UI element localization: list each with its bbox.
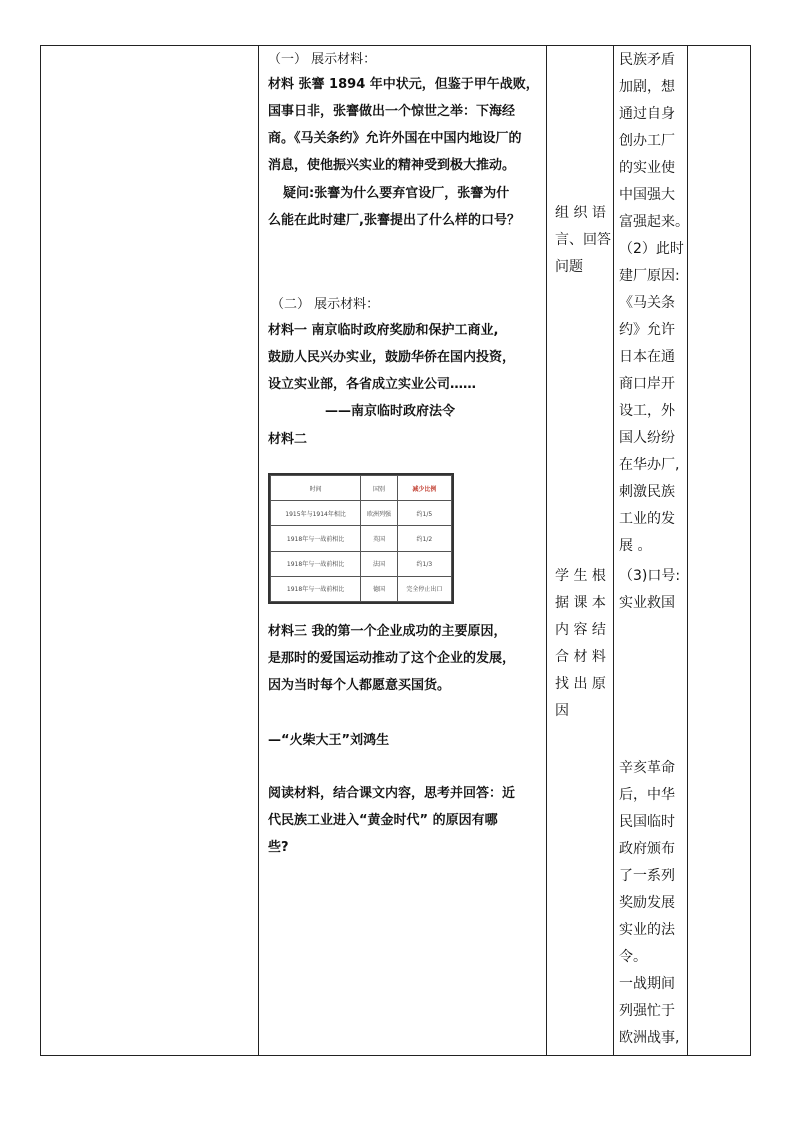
result-line: 实业救国: [619, 595, 675, 611]
result-line: 富强起来。: [619, 214, 689, 230]
activity-line: 问题: [555, 259, 583, 275]
question-line: 疑问:张謇为什么要弃官设厂，张謇为什: [283, 186, 510, 201]
result-line: 的实业使: [619, 160, 675, 176]
task-line: 代民族工业进入“黄金时代” 的原因有哪: [268, 813, 498, 828]
result-line: 实业的法: [619, 922, 675, 938]
result-line: （3)口号:: [619, 568, 681, 584]
table-cell: 欧洲列强: [361, 501, 398, 526]
table-cell: 1915年与1914年相比: [271, 501, 361, 526]
task-line: 些?: [268, 840, 289, 855]
result-line: 中国强大: [619, 187, 675, 203]
result-line: 令。: [619, 949, 647, 965]
material-1-line: 材料一 南京临时政府奖励和保护工商业,: [268, 323, 499, 338]
activity-line: 找 出 原: [555, 676, 606, 692]
material-line: 国事日非，张謇做出一个惊世之举：下海经: [268, 104, 516, 119]
table-cell: 约1/5: [397, 501, 451, 526]
table-cell: 约1/3: [397, 551, 451, 576]
result-line: 工业的发: [619, 511, 675, 527]
material-2-table: [268, 473, 454, 604]
result-line: 奖励发展: [619, 895, 675, 911]
material-1-source: ——南京临时政府法令: [325, 404, 456, 419]
question-line: 么能在此时建厂,张謇提出了什么样的口号？: [268, 213, 520, 228]
material-3-source: —“火柴大王”刘鸿生: [268, 733, 390, 748]
column-divider: [613, 45, 614, 1056]
activity-line: 组 织 语: [555, 205, 606, 221]
table-header: 减少比例: [397, 476, 451, 501]
material-3-line: 因为当时每个人都愿意买国货。: [268, 678, 451, 693]
result-line: 商口岸开: [619, 376, 675, 392]
result-line: 后，中华: [619, 787, 675, 803]
result-line: 一战期间: [619, 976, 675, 992]
result-line: 通过自身: [619, 106, 675, 122]
result-line: 刺激民族: [619, 484, 675, 500]
material-line: 消息，使他振兴实业的精神受到极大推动。: [268, 158, 516, 173]
result-line: 《马关条: [619, 295, 675, 311]
material-3-line: 材料三 我的第一个企业成功的主要原因，: [268, 624, 507, 639]
activity-line: 内 容 结: [555, 622, 606, 638]
table-header: 时间: [271, 476, 361, 501]
result-line: 民族矛盾: [619, 52, 675, 68]
activity-line: 合 材 料: [555, 649, 606, 665]
material-1-line: 鼓励人民兴办实业，鼓励华侨在国内投资，: [268, 350, 516, 365]
section-2-heading: （二） 展示材料：: [271, 297, 380, 312]
activity-line: 因: [555, 703, 569, 719]
result-line: （2）此时: [619, 241, 684, 257]
task-line: 阅读材料，结合课文内容，思考并回答：近: [268, 786, 516, 801]
result-line: 日本在通: [619, 349, 675, 365]
result-line: 列强忙于: [619, 1003, 675, 1019]
table-cell: 1918年与一战前相比: [271, 526, 361, 551]
table-cell: 英国: [361, 526, 398, 551]
result-line: 民国临时: [619, 814, 675, 830]
activity-line: 据 课 本: [555, 595, 606, 611]
material-2-label: 材料二: [268, 432, 308, 447]
result-line: 了一系列: [619, 868, 675, 884]
table-cell: 法国: [361, 551, 398, 576]
table-cell: 完全停止出口: [397, 576, 451, 601]
result-line: 辛亥革命: [619, 760, 675, 776]
section-1-heading: （一） 展示材料：: [268, 52, 377, 67]
table-header: 国别: [361, 476, 398, 501]
result-line: 政府颁布: [619, 841, 675, 857]
column-divider: [258, 45, 259, 1056]
result-line: 欧洲战事,: [619, 1030, 680, 1046]
material-line: 商。《马关条约》允许外国在中国内地设厂的: [268, 131, 522, 146]
result-line: 展 。: [619, 538, 652, 554]
result-line: 加剧，想: [619, 79, 675, 95]
result-line: 建厂原因:: [619, 268, 680, 284]
result-line: 在华办厂,: [619, 457, 680, 473]
result-line: 约》允许: [619, 322, 675, 338]
table-cell: 约1/2: [397, 526, 451, 551]
table-cell: 1918年与一战前相比: [271, 576, 361, 601]
result-line: 创办工厂: [619, 133, 675, 149]
material-3-line: 是那时的爱国运动推动了这个企业的发展，: [268, 651, 516, 666]
table-cell: 德国: [361, 576, 398, 601]
column-divider: [687, 45, 688, 1056]
activity-line: 学 生 根: [555, 568, 606, 584]
column-divider: [546, 45, 547, 1056]
material-line: 材料 张謇 1894 年中状元，但鉴于甲午战败，: [268, 77, 539, 92]
material-1-line: 设立实业部，各省成立实业公司……: [268, 377, 477, 392]
table-cell: 1918年与一战前相比: [271, 551, 361, 576]
result-line: 国人纷纷: [619, 430, 675, 446]
result-line: 设工，外: [619, 403, 675, 419]
activity-line: 言、回答: [555, 232, 611, 248]
